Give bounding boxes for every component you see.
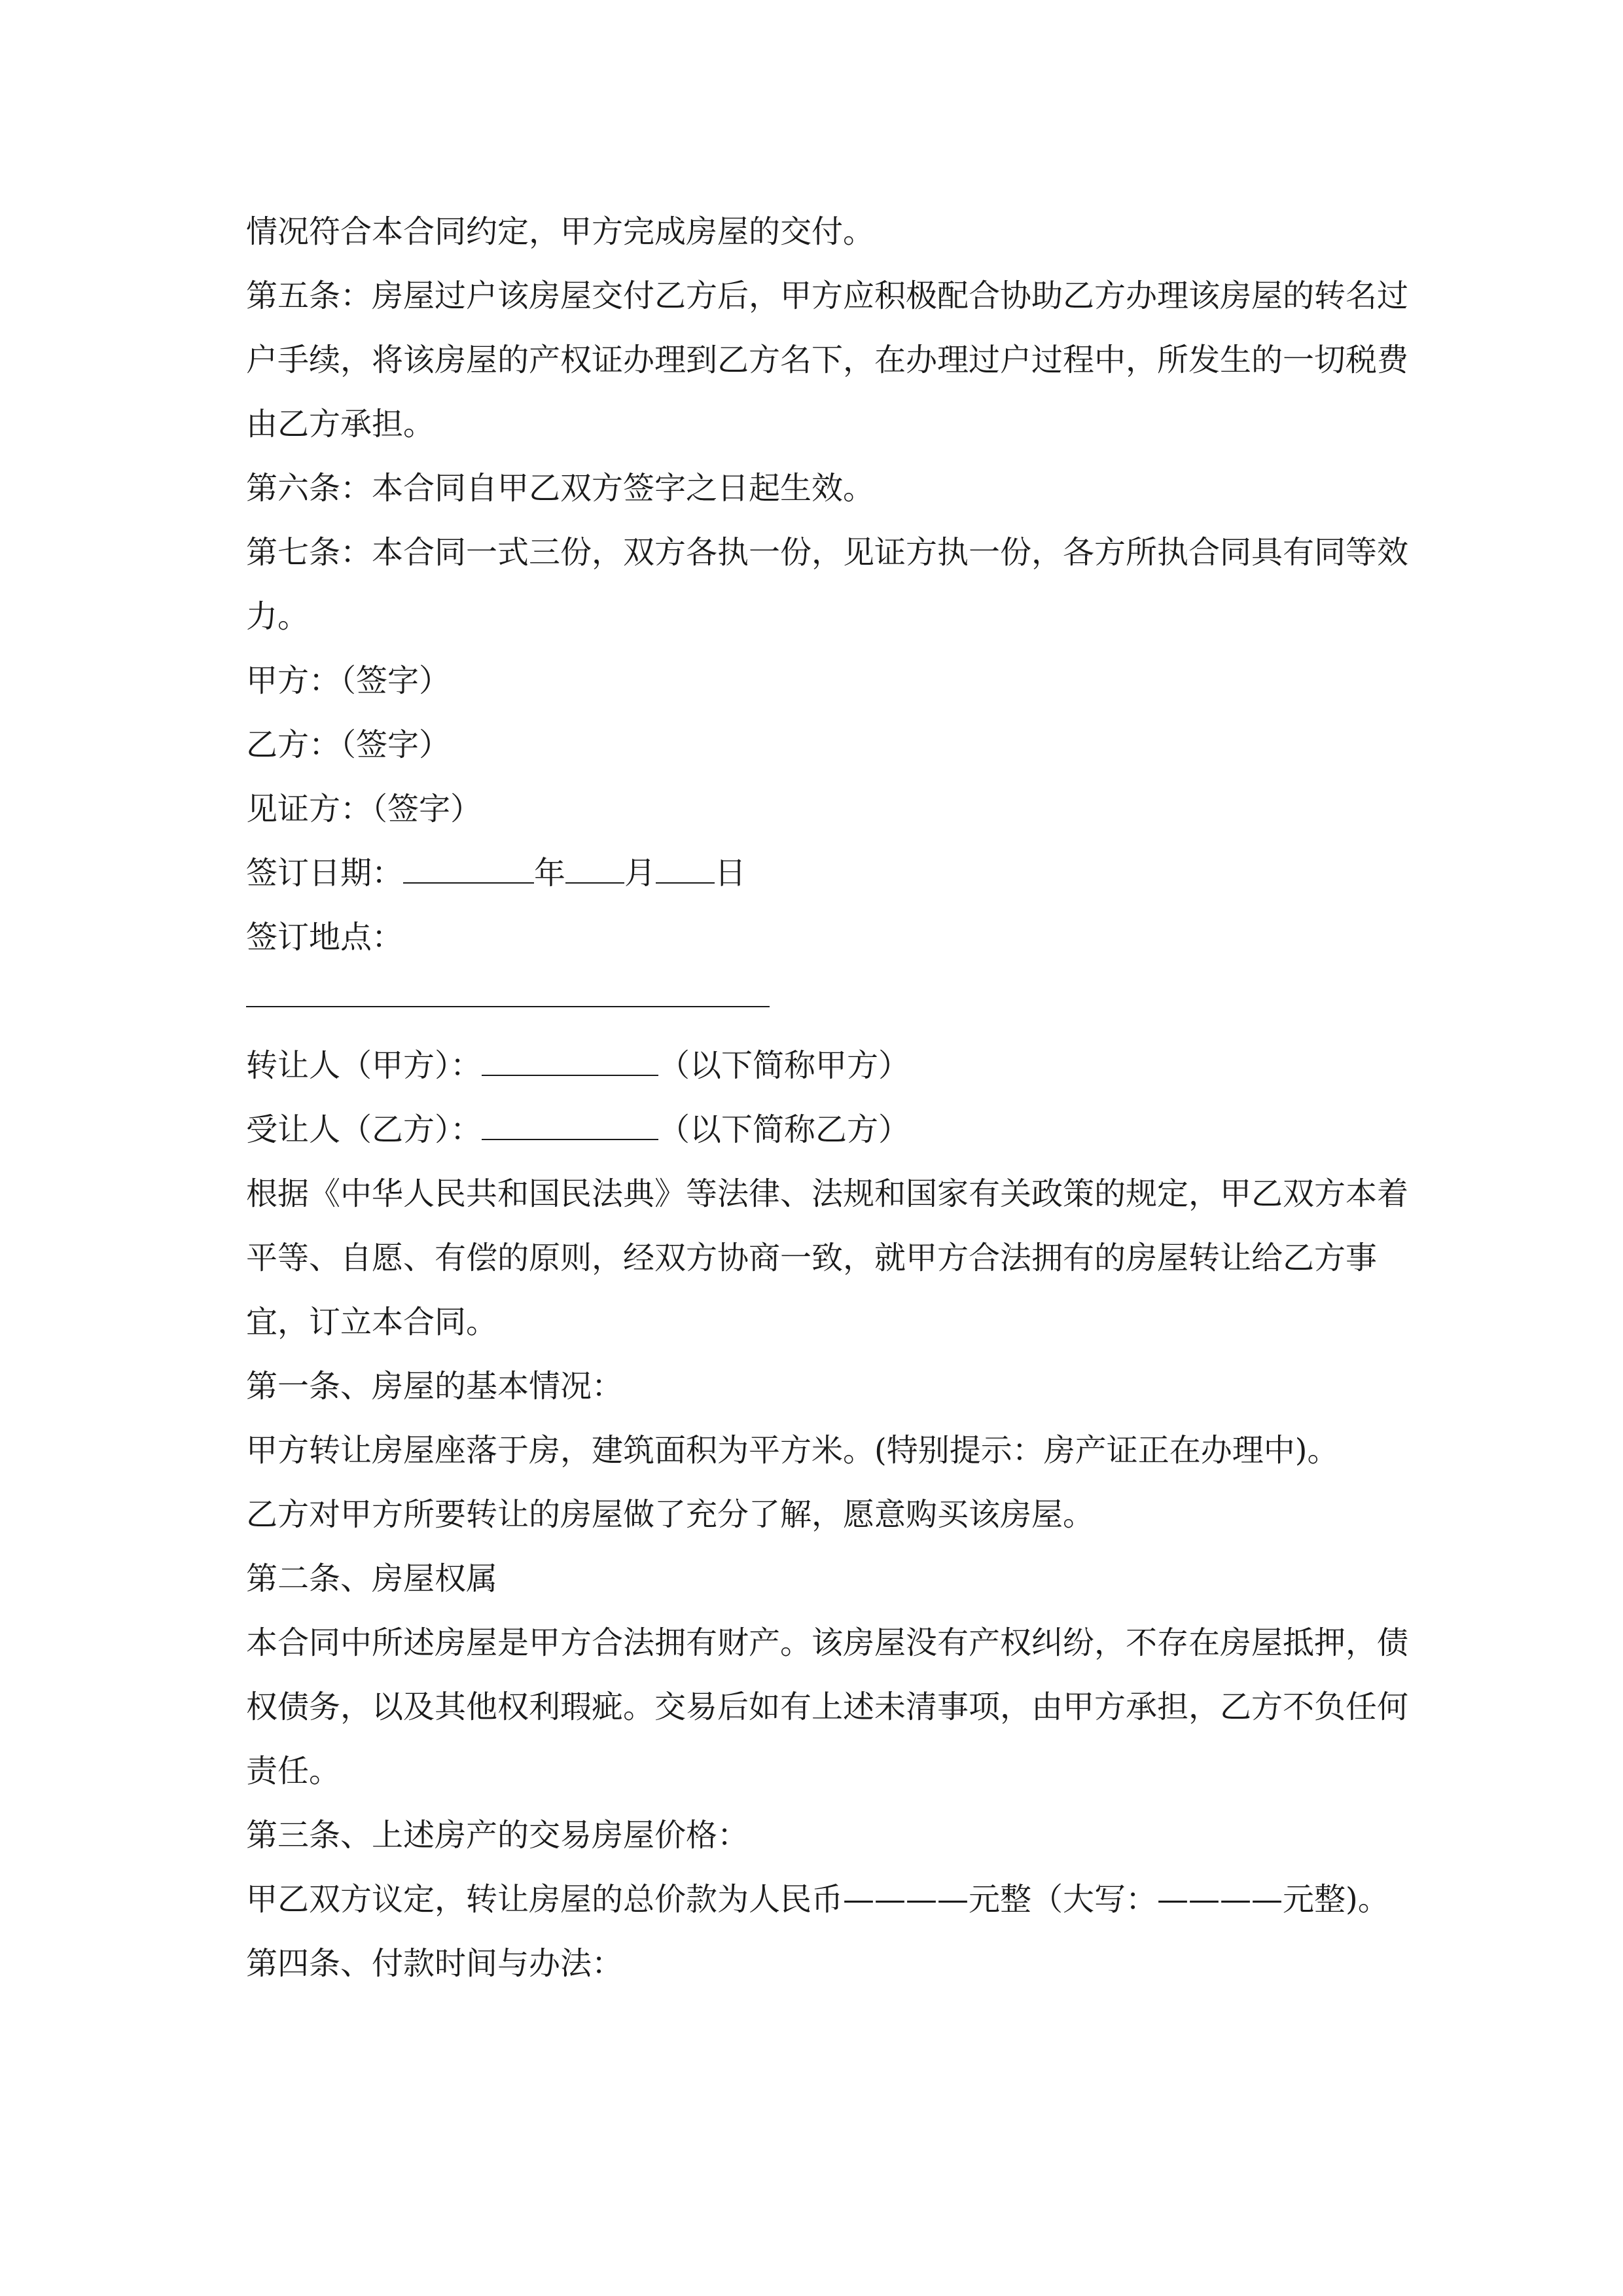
clause-1-location: 甲方转让房屋座落于房，建筑面积为平方米。(特别提示：房产证正在办理中)。 <box>246 1432 1339 1469</box>
clause-3-body: 甲乙双方议定，转让房屋的总价款为人民币————元整（大写：————元整)。 <box>246 1881 1389 1918</box>
transferee-suffix: （以下简称乙方） <box>658 1111 910 1148</box>
transferee-line <box>246 1098 1418 1162</box>
day-label: 日 <box>715 855 747 891</box>
witness-signature: 见证方：（签字） <box>246 791 482 827</box>
year-blank <box>403 855 534 884</box>
party-a-signature: 甲方：（签字） <box>246 662 451 699</box>
paragraph-delivery-conclusion: 情况符合本合同约定，甲方完成房屋的交付。 <box>246 213 875 250</box>
clause-3-heading: 第三条、上述房产的交易房屋价格： <box>246 1817 749 1854</box>
transferee-label: 受让人（乙方）： <box>246 1111 482 1148</box>
separator-line <box>246 969 1418 1033</box>
transferor-blank <box>482 1047 658 1076</box>
transferor-line <box>246 1033 1418 1098</box>
clause-5-transfer: 第五条：房屋过户该房屋交付乙方后，甲方应积极配合协助乙方办理该房屋的转名过户手续，将该房屋的产权证办理到乙方名下，在办理过户过程中，所发生的一切税费由乙方承担。 <box>246 278 1409 442</box>
transferor-suffix: （以下简称甲方） <box>658 1047 910 1084</box>
day-blank <box>656 855 715 884</box>
year-label: 年 <box>534 855 566 891</box>
clause-1-understanding: 乙方对甲方所要转让的房屋做了充分了解，愿意购买该房屋。 <box>246 1496 1095 1533</box>
separator-rule <box>246 1006 770 1007</box>
transferee-blank <box>482 1111 658 1140</box>
document-body <box>246 200 1418 1996</box>
month-label: 月 <box>624 855 656 891</box>
clause-4-heading: 第四条、付款时间与办法： <box>246 1945 624 1982</box>
clause-2-heading: 第二条、房屋权属 <box>246 1560 498 1597</box>
clause-2-body: 本合同中所述房屋是甲方合法拥有财产。该房屋没有产权纠纷，不存在房屋抵押，债权债务，以及其他权利瑕疵。交易后如有上述未清事项，由甲方承担，乙方不负任何责任。 <box>246 1624 1409 1789</box>
sign-date-line <box>246 841 1418 905</box>
clause-6-effective: 第六条：本合同自甲乙双方签字之日起生效。 <box>246 470 875 507</box>
clause-1-heading: 第一条、房屋的基本情况： <box>246 1368 624 1405</box>
clause-7-copies: 第七条：本合同一式三份，双方各执一份，见证方执一份，各方所执合同具有同等效力。 <box>246 534 1409 635</box>
party-b-signature: 乙方：（签字） <box>246 726 451 763</box>
preamble-paragraph: 根据《中华人民共和国民法典》等法律、法规和国家有关政策的规定，甲乙双方本着平等、自愿、有偿的原则，经双方协商一致，就甲方合法拥有的房屋转让给乙方事宜，订立本合同。 <box>246 1175 1409 1340</box>
transferor-label: 转让人（甲方）： <box>246 1047 482 1084</box>
sign-date-label: 签订日期： <box>246 855 404 891</box>
month-blank <box>565 855 624 884</box>
sign-place-line: 签订地点： <box>246 919 404 956</box>
